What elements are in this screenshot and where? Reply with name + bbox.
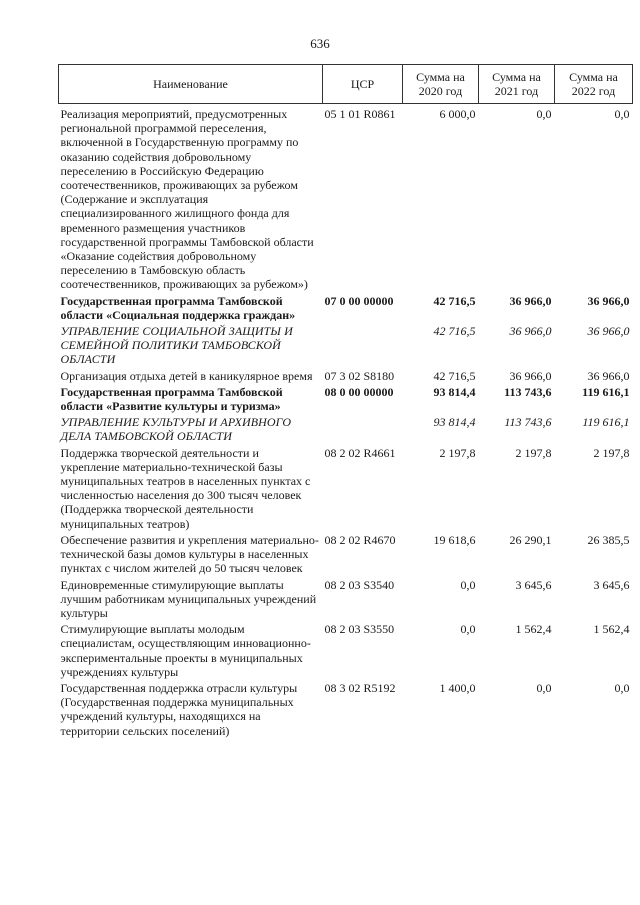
row-csr: 07 3 02 S8180 xyxy=(324,368,395,383)
row-sum-2021: 26 290,1 xyxy=(509,532,552,547)
row-csr: 08 2 02 R4661 xyxy=(324,445,396,460)
row-name: Единовременные стимулирующие выплаты лучшим работникам муниципальных учреждений культуры xyxy=(60,577,317,620)
row-name: Организация отдыха детей в каникулярное время xyxy=(60,368,313,383)
row-csr: 08 0 00 00000 xyxy=(324,384,394,399)
row-csr xyxy=(323,323,403,368)
header-sum-2021: Сумма на 2021 год xyxy=(479,65,555,104)
row-sum-2021: 113 743,6 xyxy=(504,384,552,399)
row-sum-2022: 36 966,0 xyxy=(587,324,630,339)
row-name: Поддержка творческой деятельности и укрепление материально-технической базы муниципальных театров в населенных пунктах с численностью населения до 300 тысяч человек (Поддержка творческой деятельности муниципальных театров) xyxy=(60,445,311,531)
row-name: УПРАВЛЕНИЕ СОЦИАЛЬНОЙ ЗАЩИТЫ И СЕМЕЙНОЙ ПОЛИТИКИ ТАМБОВСКОЙ ОБЛАСТИ xyxy=(60,324,293,367)
row-sum-2020: 42 716,5 xyxy=(433,293,476,308)
table-row xyxy=(59,104,633,293)
row-csr: 08 3 02 R5192 xyxy=(324,680,396,695)
row-sum-2020: 1 400,0 xyxy=(439,680,476,695)
row-sum-2021: 36 966,0 xyxy=(509,293,552,308)
row-sum-2020: 0,0 xyxy=(460,622,476,637)
header-sum-2022: Сумма на 2022 год xyxy=(555,65,633,104)
row-sum-2021: 1 562,4 xyxy=(515,622,552,637)
row-sum-2022: 0,0 xyxy=(614,680,630,695)
row-sum-2021: 36 966,0 xyxy=(509,368,552,383)
row-name: Государственная поддержка отрасли культуры (Государственная поддержка муниципальных учреждений культуры, находящихся на территории сельских поселений) xyxy=(60,680,298,738)
row-sum-2022: 119 616,1 xyxy=(582,384,630,399)
row-sum-2021: 113 743,6 xyxy=(504,415,552,430)
row-sum-2022: 36 966,0 xyxy=(587,368,630,383)
table-row xyxy=(59,445,633,532)
table-row xyxy=(59,621,633,680)
table-row xyxy=(59,293,633,323)
table-row xyxy=(59,368,633,384)
row-name: Государственная программа Тамбовской области «Социальная поддержка граждан» xyxy=(60,293,296,322)
table-row xyxy=(59,384,633,414)
table-header-row xyxy=(59,65,633,104)
budget-table xyxy=(58,64,633,739)
row-csr: 08 2 03 S3550 xyxy=(324,622,395,637)
row-sum-2020: 19 618,6 xyxy=(433,532,476,547)
table-row xyxy=(59,577,633,622)
row-sum-2021: 0,0 xyxy=(536,107,552,121)
row-name: Государственная программа Тамбовской области «Развитие культуры и туризма» xyxy=(60,384,283,414)
page-number: 636 xyxy=(310,36,330,51)
header-csr: ЦСР xyxy=(323,65,403,104)
row-csr xyxy=(323,414,403,444)
row-sum-2020: 42 716,5 xyxy=(433,368,476,383)
table-row xyxy=(59,680,633,739)
row-csr: 07 0 00 00000 xyxy=(324,293,394,308)
header-sum-2020: Сумма на 2020 год xyxy=(403,65,479,104)
row-csr: 08 2 02 R4670 xyxy=(324,532,396,547)
row-sum-2021: 36 966,0 xyxy=(509,324,552,339)
row-sum-2020: 0,0 xyxy=(460,577,476,592)
row-sum-2022: 3 645,6 xyxy=(593,577,630,592)
row-sum-2020: 2 197,8 xyxy=(439,445,476,460)
row-sum-2021: 2 197,8 xyxy=(515,445,552,460)
row-name: УПРАВЛЕНИЕ КУЛЬТУРЫ И АРХИВНОГО ДЕЛА ТАМБОВСКОЙ ОБЛАСТИ xyxy=(60,415,292,444)
row-sum-2020: 93 814,4 xyxy=(433,384,476,399)
table-row xyxy=(59,532,633,577)
table-row xyxy=(59,323,633,368)
row-sum-2022: 26 385,5 xyxy=(587,532,630,547)
row-name: Стимулирующие выплаты молодым специалистам, осуществляющим инновационно-экспериментальные проекты в муниципальных учреждениях культуры xyxy=(60,622,311,679)
row-sum-2020: 6 000,0 xyxy=(439,107,476,121)
row-sum-2020: 93 814,4 xyxy=(433,415,476,430)
row-sum-2020: 42 716,5 xyxy=(433,324,476,339)
row-sum-2022: 36 966,0 xyxy=(587,293,630,308)
table-row xyxy=(59,414,633,444)
row-sum-2022: 2 197,8 xyxy=(593,445,630,460)
row-csr: 08 2 03 S3540 xyxy=(324,577,395,592)
row-name: Реализация мероприятий, предусмотренных региональной программой переселения, включенной в Государственную программу по оказанию содействия добровольному переселению в Российскую Федерацию соотечественников, проживающих за рубежом (Содержание и эксплуатация специализированного жилищного фонда для временного размещения участников государственной программы Тамбовской области «Оказание содействия добровольному переселению в Тамбовскую область соотечественников, проживающих за рубежом») xyxy=(60,107,314,292)
row-name: Обеспечение развития и укрепления материально-технической базы домов культуры в населенных пунктах с числом жителей до 50 тысяч человек xyxy=(60,532,319,576)
header-name: Наименование xyxy=(59,65,323,104)
row-sum-2022: 119 616,1 xyxy=(582,415,630,430)
row-sum-2021: 0,0 xyxy=(536,680,552,695)
row-sum-2021: 3 645,6 xyxy=(515,577,552,592)
row-csr: 05 1 01 R0861 xyxy=(324,107,396,121)
row-sum-2022: 1 562,4 xyxy=(593,622,630,637)
row-sum-2022: 0,0 xyxy=(614,107,630,121)
